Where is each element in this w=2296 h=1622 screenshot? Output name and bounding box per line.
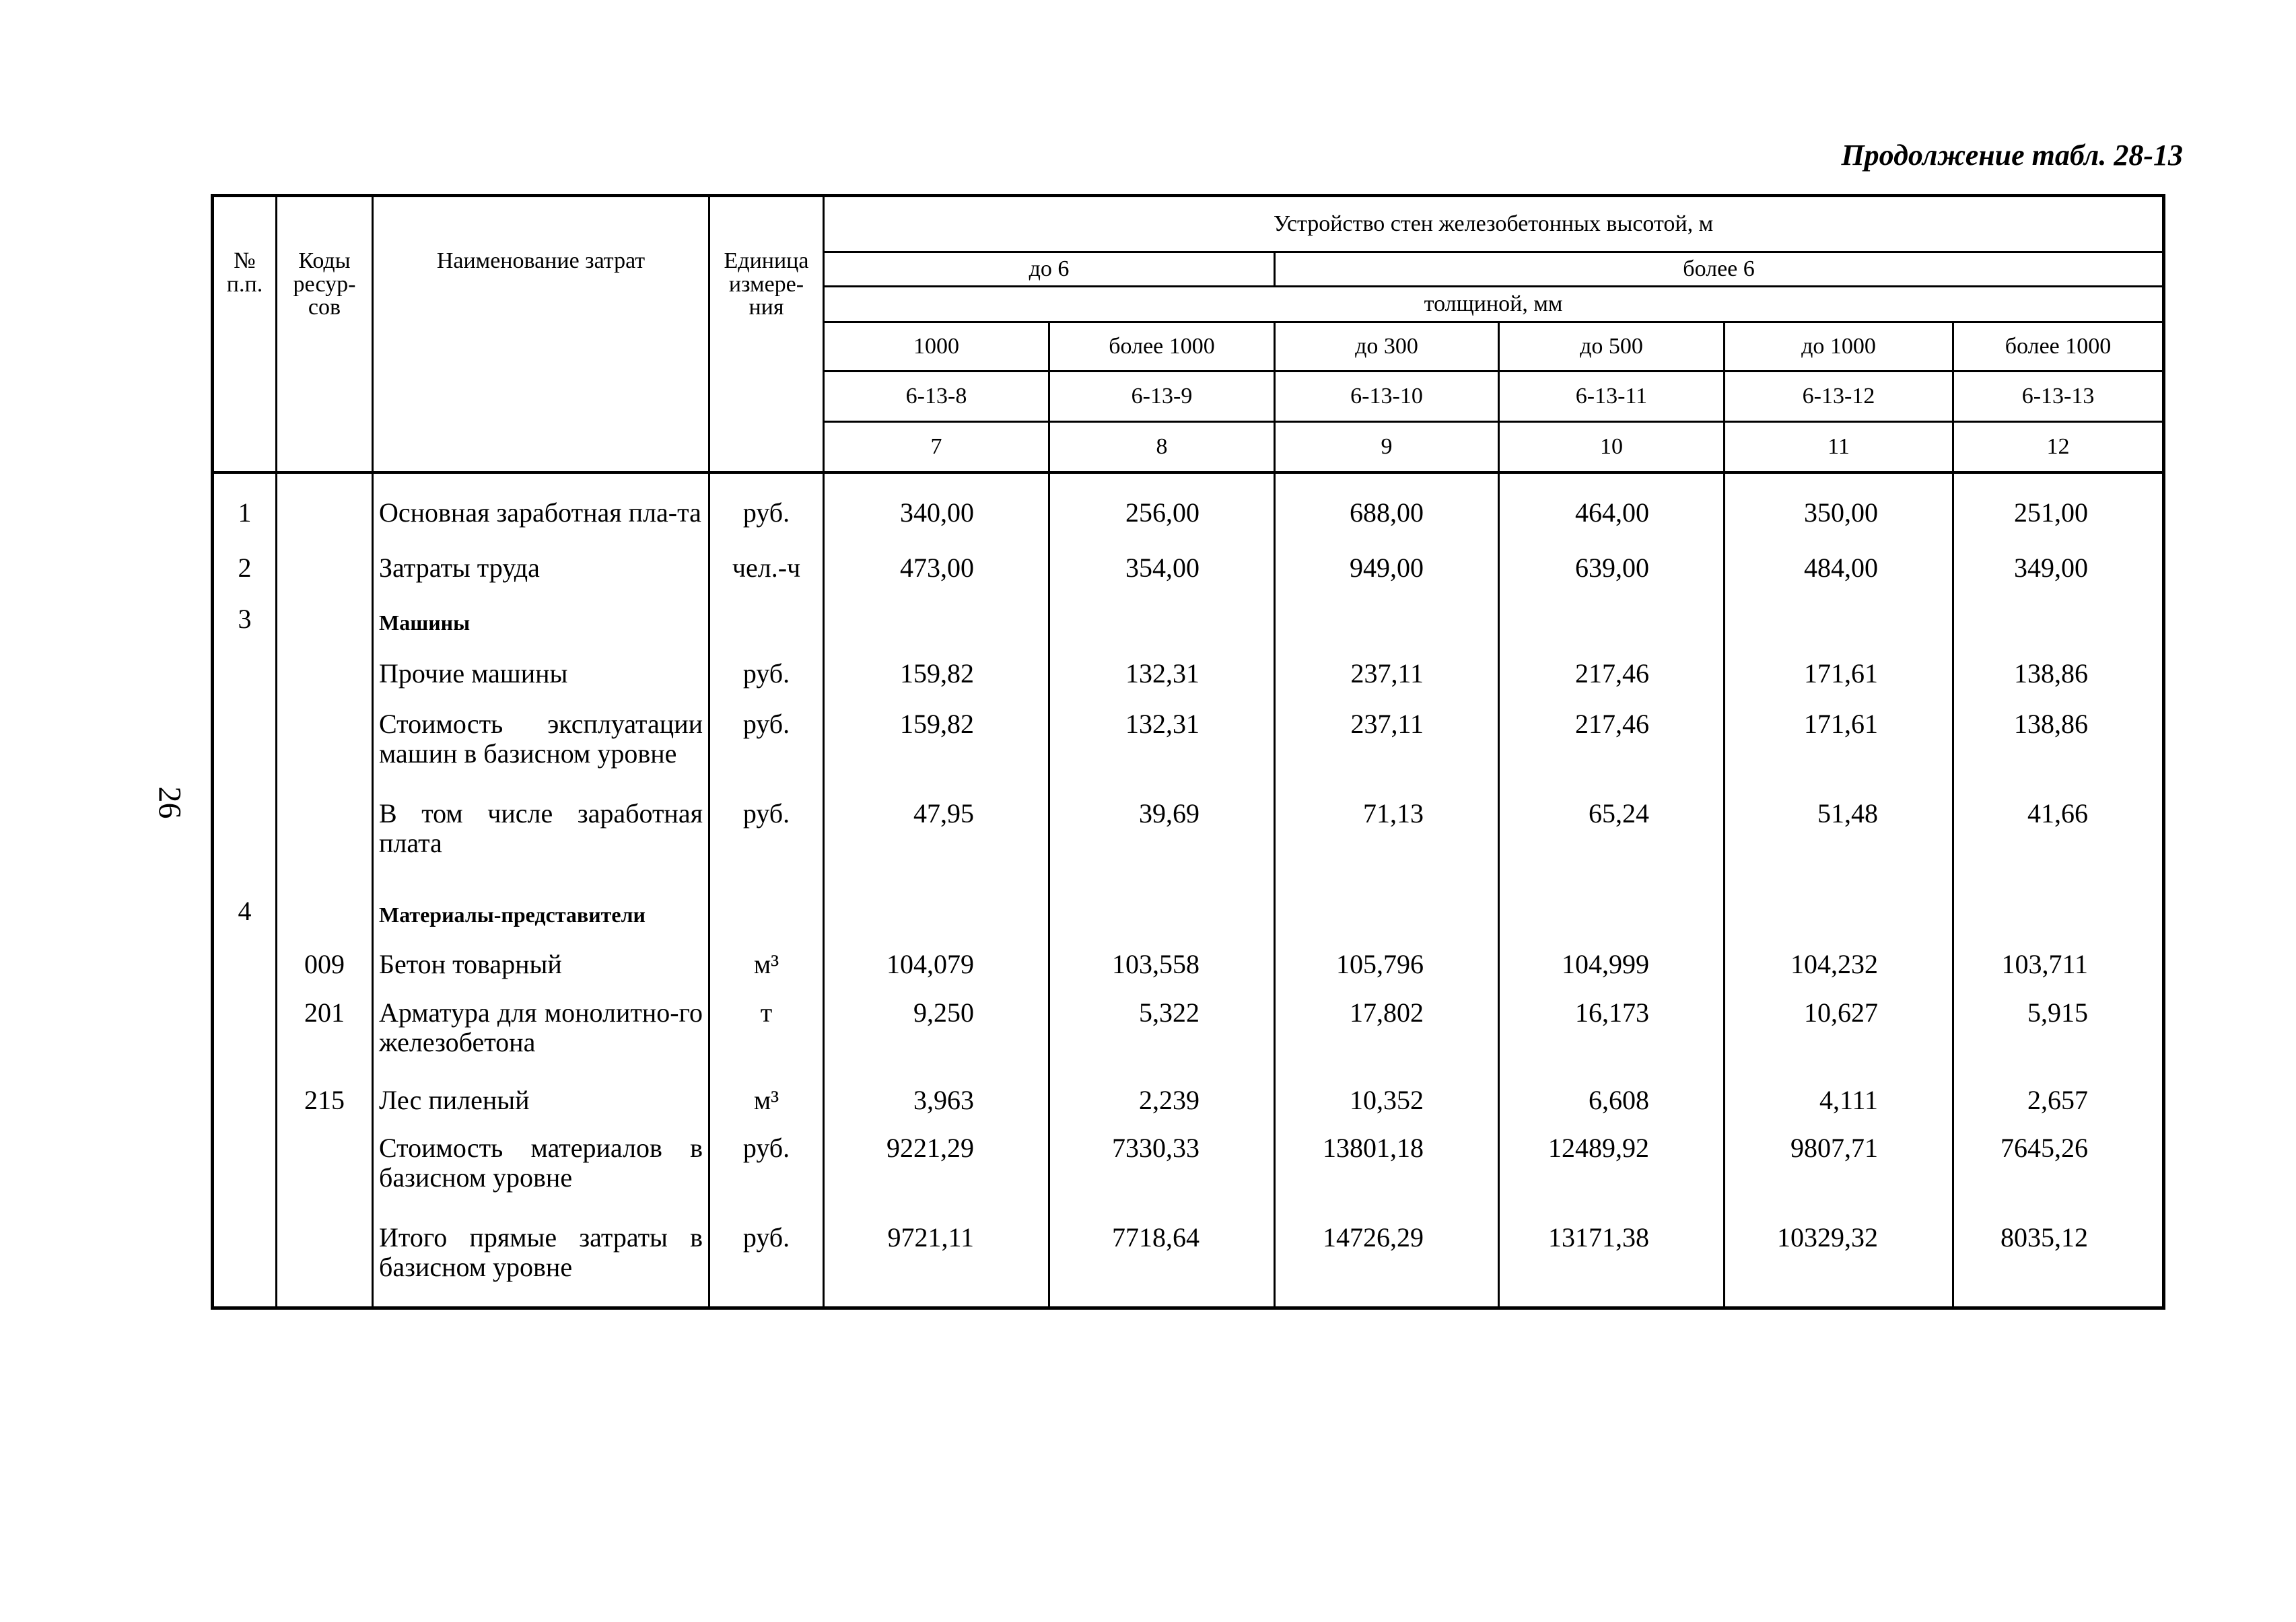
row-value: 354,00 — [1049, 548, 1275, 596]
row-unit: руб. — [709, 1216, 824, 1306]
row-number — [213, 703, 277, 792]
row-resource-code — [277, 595, 373, 649]
row-value: 105,796 — [1275, 943, 1499, 992]
empty-cell — [277, 1306, 373, 1308]
row-unit — [709, 595, 824, 649]
row-value — [1953, 595, 2164, 649]
row-value: 171,61 — [1725, 649, 1953, 703]
table-row — [213, 1128, 2164, 1216]
row-cost-name: Итого прямые затраты в базисном уровне — [373, 1216, 709, 1306]
row-value: 171,61 — [1725, 703, 1953, 792]
row-number — [213, 943, 277, 992]
row-value — [824, 595, 1049, 649]
row-value: 104,999 — [1499, 943, 1725, 992]
header-column-number: 12 — [1953, 422, 2164, 473]
header-column-number: 9 — [1275, 422, 1499, 473]
row-value: 41,66 — [1953, 792, 2164, 882]
row-resource-code — [277, 703, 373, 792]
row-value: 71,13 — [1275, 792, 1499, 882]
row-number: 1 — [213, 472, 277, 548]
row-unit: руб. — [709, 792, 824, 882]
row-number — [213, 1080, 277, 1128]
header-thickness: до 1000 — [1725, 322, 1953, 372]
row-value: 104,232 — [1725, 943, 1953, 992]
header-cost-name: Наименование затрат — [373, 196, 709, 473]
empty-cell — [1725, 1306, 1953, 1308]
row-value: 10329,32 — [1725, 1216, 1953, 1306]
table-row — [213, 882, 2164, 943]
row-unit: руб. — [709, 649, 824, 703]
row-value: 256,00 — [1049, 472, 1275, 548]
table-row — [213, 649, 2164, 703]
empty-cell — [1049, 1306, 1275, 1308]
row-value: 9721,11 — [824, 1216, 1049, 1306]
header-column-number: 10 — [1499, 422, 1725, 473]
row-value: 103,711 — [1953, 943, 2164, 992]
row-value: 340,00 — [824, 472, 1049, 548]
row-value: 132,31 — [1049, 703, 1275, 792]
row-cost-name: Основная заработная пла-та — [373, 472, 709, 548]
empty-cell — [709, 1306, 824, 1308]
row-resource-code: 201 — [277, 993, 373, 1081]
row-resource-code — [277, 1216, 373, 1306]
row-resource-code: 215 — [277, 1080, 373, 1128]
row-value: 7718,64 — [1049, 1216, 1275, 1306]
header-code: 6-13-13 — [1953, 372, 2164, 422]
header-thickness: более 1000 — [1049, 322, 1275, 372]
row-value: 217,46 — [1499, 703, 1725, 792]
row-unit: м³ — [709, 1080, 824, 1128]
header-code: 6-13-12 — [1725, 372, 1953, 422]
row-value: 104,079 — [824, 943, 1049, 992]
row-resource-code — [277, 792, 373, 882]
header-number: № п.п. — [213, 196, 277, 473]
empty-cell — [213, 1306, 277, 1308]
row-value: 6,608 — [1499, 1080, 1725, 1128]
row-cost-name: Бетон товарный — [373, 943, 709, 992]
row-value: 10,352 — [1275, 1080, 1499, 1128]
row-value: 639,00 — [1499, 548, 1725, 596]
row-value: 12489,92 — [1499, 1128, 1725, 1216]
row-unit: руб. — [709, 703, 824, 792]
row-cost-name: Стоимость эксплуатации машин в базисном уровне — [373, 703, 709, 792]
header-column-number: 11 — [1725, 422, 1953, 473]
row-value: 17,802 — [1275, 993, 1499, 1081]
row-cost-name: В том числе заработная плата — [373, 792, 709, 882]
row-number — [213, 993, 277, 1081]
header-height-group: до 6 — [824, 252, 1275, 287]
row-value — [1049, 595, 1275, 649]
table-row — [213, 993, 2164, 1081]
table-row — [213, 595, 2164, 649]
empty-cell — [1953, 1306, 2164, 1308]
row-number: 2 — [213, 548, 277, 596]
row-cost-name: Прочие машины — [373, 649, 709, 703]
row-unit: чел.-ч — [709, 548, 824, 596]
row-number — [213, 1216, 277, 1306]
row-unit — [709, 882, 824, 943]
row-value: 65,24 — [1499, 792, 1725, 882]
row-cost-name: Машины — [373, 595, 709, 649]
row-number — [213, 1128, 277, 1216]
row-cost-name: Стоимость материалов в базисном уровне — [373, 1128, 709, 1216]
row-number — [213, 792, 277, 882]
row-value: 16,173 — [1499, 993, 1725, 1081]
row-value: 2,239 — [1049, 1080, 1275, 1128]
row-value: 138,86 — [1953, 649, 2164, 703]
table-row — [213, 703, 2164, 792]
row-value — [1725, 595, 1953, 649]
header-thickness: до 500 — [1499, 322, 1725, 372]
row-value: 51,48 — [1725, 792, 1953, 882]
empty-cell — [824, 1306, 1049, 1308]
header-thickness: 1000 — [824, 322, 1049, 372]
row-value: 2,657 — [1953, 1080, 2164, 1128]
row-value: 8035,12 — [1953, 1216, 2164, 1306]
row-resource-code — [277, 1128, 373, 1216]
row-value: 138,86 — [1953, 703, 2164, 792]
row-value: 10,627 — [1725, 993, 1953, 1081]
header-code: 6-13-8 — [824, 372, 1049, 422]
row-value: 13801,18 — [1275, 1128, 1499, 1216]
table-continuation-caption: Продолжение табл. 28-13 — [1841, 139, 2183, 172]
table-row — [213, 943, 2164, 992]
row-value: 473,00 — [824, 548, 1049, 596]
row-value: 484,00 — [1725, 548, 1953, 596]
table-body — [213, 472, 2164, 1308]
header-code: 6-13-11 — [1499, 372, 1725, 422]
table-row — [213, 792, 2164, 882]
empty-cell — [373, 1306, 709, 1308]
row-cost-name: Материалы-представители — [373, 882, 709, 943]
row-value — [1725, 882, 1953, 943]
row-number — [213, 649, 277, 703]
row-value — [1953, 882, 2164, 943]
row-value: 14726,29 — [1275, 1216, 1499, 1306]
header-thickness: до 300 — [1275, 322, 1499, 372]
row-value: 9,250 — [824, 993, 1049, 1081]
row-value — [1499, 882, 1725, 943]
table-filler-row — [213, 1306, 2164, 1308]
table-row — [213, 1080, 2164, 1128]
row-value: 103,558 — [1049, 943, 1275, 992]
row-value: 3,963 — [824, 1080, 1049, 1128]
row-cost-name: Арматура для монолитно-го железобетона — [373, 993, 709, 1081]
header-thickness-label: толщиной, мм — [824, 287, 2164, 322]
row-resource-code — [277, 649, 373, 703]
cost-table — [211, 194, 2165, 1310]
row-value: 464,00 — [1499, 472, 1725, 548]
row-value: 4,111 — [1725, 1080, 1953, 1128]
row-unit: руб. — [709, 1128, 824, 1216]
row-value: 159,82 — [824, 649, 1049, 703]
row-value: 132,31 — [1049, 649, 1275, 703]
row-value: 7330,33 — [1049, 1128, 1275, 1216]
row-value: 9807,71 — [1725, 1128, 1953, 1216]
row-value — [1275, 595, 1499, 649]
row-unit: руб. — [709, 472, 824, 548]
row-value: 949,00 — [1275, 548, 1499, 596]
row-cost-name: Лес пиленый — [373, 1080, 709, 1128]
empty-cell — [1499, 1306, 1725, 1308]
header-thickness: более 1000 — [1953, 322, 2164, 372]
row-number: 3 — [213, 595, 277, 649]
row-value — [824, 882, 1049, 943]
row-resource-code — [277, 472, 373, 548]
empty-cell — [1275, 1306, 1499, 1308]
row-value — [1049, 882, 1275, 943]
header-resource-codes: Коды ресур-сов — [277, 196, 373, 473]
row-value: 39,69 — [1049, 792, 1275, 882]
row-value: 688,00 — [1275, 472, 1499, 548]
row-resource-code — [277, 548, 373, 596]
row-value: 237,11 — [1275, 649, 1499, 703]
row-resource-code: 009 — [277, 943, 373, 992]
row-value: 159,82 — [824, 703, 1049, 792]
row-value — [1499, 595, 1725, 649]
row-value: 13171,38 — [1499, 1216, 1725, 1306]
row-value: 251,00 — [1953, 472, 2164, 548]
header-code: 6-13-9 — [1049, 372, 1275, 422]
header-column-number: 7 — [824, 422, 1049, 473]
row-number: 4 — [213, 882, 277, 943]
header-unit: Единица измере-ния — [709, 196, 824, 473]
row-value: 47,95 — [824, 792, 1049, 882]
row-value: 350,00 — [1725, 472, 1953, 548]
row-value: 5,322 — [1049, 993, 1275, 1081]
row-cost-name: Затраты труда — [373, 548, 709, 596]
header-group-title: Устройство стен железобетонных высотой, м — [824, 196, 2164, 252]
header-column-number: 8 — [1049, 422, 1275, 473]
row-value: 237,11 — [1275, 703, 1499, 792]
row-value — [1275, 882, 1499, 943]
row-value: 9221,29 — [824, 1128, 1049, 1216]
row-value: 7645,26 — [1953, 1128, 2164, 1216]
header-code: 6-13-10 — [1275, 372, 1499, 422]
row-value: 349,00 — [1953, 548, 2164, 596]
table-row — [213, 548, 2164, 596]
table-row — [213, 472, 2164, 548]
header-height-group: более 6 — [1275, 252, 2164, 287]
row-unit: м³ — [709, 943, 824, 992]
row-value: 217,46 — [1499, 649, 1725, 703]
row-unit: т — [709, 993, 824, 1081]
page-number: 26 — [151, 786, 188, 819]
table-row — [213, 1216, 2164, 1306]
row-value: 5,915 — [1953, 993, 2164, 1081]
row-resource-code — [277, 882, 373, 943]
